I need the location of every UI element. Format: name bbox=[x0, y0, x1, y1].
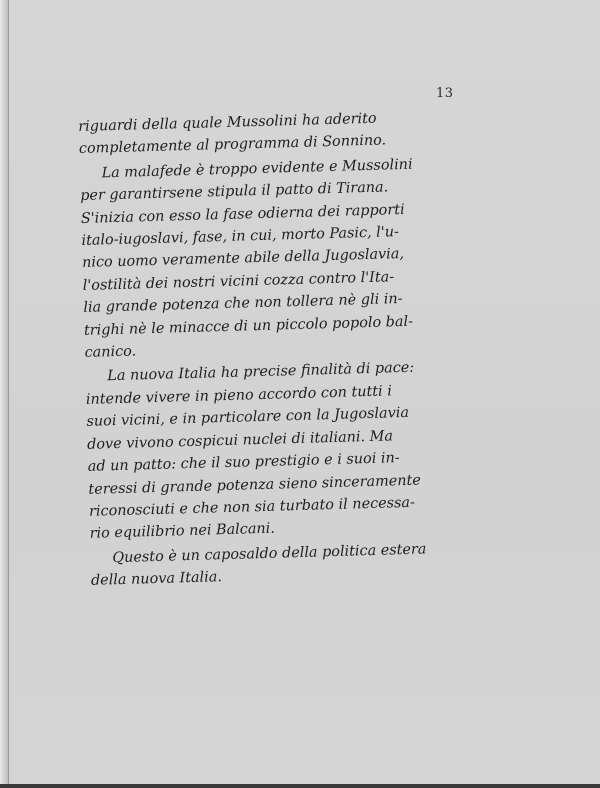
body-text bbox=[78, 105, 471, 592]
text-line: ad un patto: che il suo prestigio e i suoi in- bbox=[87, 450, 400, 475]
paragraph-1 bbox=[78, 105, 459, 160]
paragraph-3 bbox=[85, 356, 470, 546]
text-line: per garantirsene stipula il patto di Tirana. bbox=[80, 179, 389, 205]
text-line: riguardi della quale Mussolini ha aderito bbox=[78, 110, 377, 135]
paragraph-2 bbox=[79, 152, 464, 364]
text-line: rio equilibrio nei Balcani. bbox=[89, 520, 276, 543]
text-line: suoi vicini, e in particolare con la Jugoslavia bbox=[86, 405, 410, 431]
text-line: nico uomo veramente abile della Jugoslavia, bbox=[81, 246, 405, 272]
page-number: 13 bbox=[436, 86, 454, 101]
text-line: dove vivono cospicui nuclei di italiani. Ma bbox=[86, 428, 394, 453]
text-line: teressi di grande potenza sieno sinceramente bbox=[88, 472, 422, 498]
text-line: lia grande potenza che non tollera nè gli in- bbox=[83, 291, 403, 317]
text-line: trighi nè le minacce di un piccolo popolo bal- bbox=[83, 313, 414, 339]
text-line: canico. bbox=[84, 343, 137, 361]
text-line: La malafede è troppo evidente e Mussolini bbox=[101, 156, 413, 182]
text-line: della nuova Italia. bbox=[90, 569, 223, 589]
scan-bottom-shadow bbox=[0, 784, 600, 788]
text-line: italo-iugoslavi, fase, in cui, morto Pasic, l'u- bbox=[81, 224, 400, 249]
text-line: La nuova Italia ha precise finalità di pace: bbox=[107, 360, 415, 385]
text-line: intende vivere in pieno accordo con tutti i bbox=[85, 383, 393, 408]
text-line: completamente al programma di Sonnino. bbox=[78, 132, 387, 158]
page-binding-edge bbox=[0, 0, 8, 788]
text-line: l'ostilità dei nostri vicini cozza contro l'Ita- bbox=[82, 269, 395, 294]
text-line: riconosciuti e che non sia turbato il necessa- bbox=[88, 494, 416, 520]
text-line: Questo è un caposaldo della politica estera bbox=[112, 541, 427, 566]
text-line: S'inizia con esso la fase odierna dei rapporti bbox=[80, 201, 405, 227]
